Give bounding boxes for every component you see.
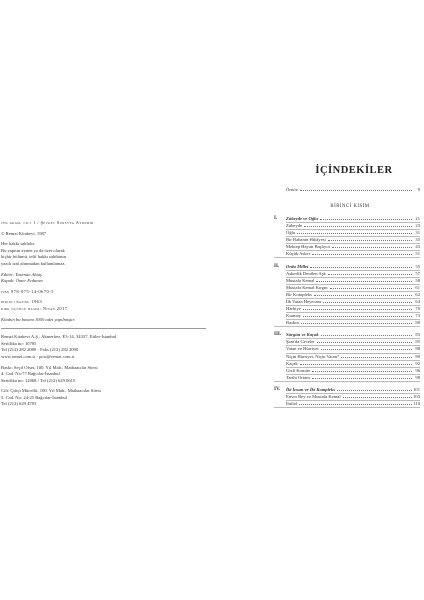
toc-entry[interactable] bbox=[286, 236, 420, 243]
toc-title: İÇİNDEKİLER bbox=[315, 165, 393, 176]
dot-leader bbox=[337, 390, 412, 391]
toc-entry[interactable] bbox=[286, 291, 420, 298]
dot-leader bbox=[341, 357, 412, 358]
toc-entry-page: 88 bbox=[415, 346, 420, 352]
toc-entry-page: 89 bbox=[415, 353, 420, 359]
toc-entry[interactable] bbox=[286, 222, 420, 229]
toc-entry-label: Vatan ve Hürriyet bbox=[286, 346, 319, 352]
toc-entry-label: Niçin Hürriyet, Niçin Vatan? bbox=[286, 353, 339, 359]
part-number: II. bbox=[274, 263, 280, 269]
toc-entry[interactable] bbox=[286, 360, 420, 367]
dot-leader bbox=[304, 226, 412, 227]
dot-leader bbox=[321, 335, 412, 336]
dot-leader bbox=[312, 254, 412, 255]
publisher-line: Sertifika no: 10705 bbox=[1, 340, 37, 346]
toc-entry-label: Mustafa Kemal Kırgın bbox=[286, 284, 328, 290]
toc-part-2[interactable] bbox=[286, 263, 420, 270]
toc-entry[interactable] bbox=[286, 277, 420, 284]
toc-entry[interactable] bbox=[286, 250, 420, 257]
cover-line: Kapak: Ömer Erduran bbox=[1, 278, 43, 284]
dot-leader bbox=[317, 342, 412, 343]
dot-leader bbox=[297, 233, 412, 234]
dot-leader bbox=[300, 364, 412, 365]
toc-entry[interactable] bbox=[286, 367, 420, 374]
rule-line bbox=[274, 381, 420, 382]
toc-entry-page: 21 bbox=[415, 216, 420, 221]
rights-line: Her hakkı saklıdır. bbox=[1, 241, 36, 247]
printer-line: Baskı: Seçil Ofset, 100. Yıl Mah., Matbaacılar Sitesi bbox=[1, 364, 98, 370]
toc-entry-page: 43 bbox=[415, 244, 420, 250]
toc-entry-page: 58 bbox=[415, 277, 420, 283]
editor-line: Editör: Yasemin Aktaş bbox=[1, 271, 42, 277]
toc-entry-page: 51 bbox=[415, 251, 420, 257]
toc-entry-page: 98 bbox=[415, 374, 420, 380]
toc-entry-label: Baskın bbox=[286, 320, 299, 325]
toc-entry-label: Gizli Komite bbox=[286, 367, 311, 373]
part-number: I. bbox=[274, 216, 278, 221]
toc-entry-label: İlk Vatan Heyecanı bbox=[286, 298, 322, 304]
print-run-line: Kitabın bu basımı 3000 adet yapılmıştır. bbox=[1, 316, 76, 322]
toc-entry-page: 35 bbox=[415, 237, 420, 243]
toc-entry[interactable] bbox=[286, 400, 420, 407]
dot-leader bbox=[312, 378, 412, 379]
toc-entry-label: Zübeyde ve Oğlu bbox=[286, 216, 318, 221]
toc-entry-label: Askerlik Denilen Aşk bbox=[286, 270, 326, 276]
toc-entry[interactable] bbox=[286, 353, 420, 360]
toc-entry-label: Ordu Millet bbox=[286, 263, 309, 269]
copyright-page bbox=[1, 220, 206, 408]
toc-entry-page: 101 bbox=[413, 387, 420, 392]
toc-entry-page: 70 bbox=[415, 305, 420, 311]
dot-leader bbox=[332, 247, 412, 248]
toc-part-4[interactable] bbox=[286, 386, 420, 393]
toc-entry-page: 61 bbox=[415, 284, 420, 290]
current-print-line: kırk üçüncü basım: Nisan 2017 bbox=[1, 305, 68, 311]
first-print-line: birinci basım: 1963 bbox=[1, 299, 43, 305]
toc-entry-label: Sürgün ve Kaçak bbox=[286, 332, 319, 338]
toc-entry[interactable] bbox=[286, 298, 420, 305]
toc-entry-label: Mektep Hayatı Başlıyor bbox=[286, 244, 331, 250]
toc-entry-page: 31 bbox=[415, 230, 420, 236]
toc-entry[interactable] bbox=[286, 319, 420, 326]
binding-line: 5. Cad. No: 24-25 Bağcılar-İstanbul bbox=[1, 394, 67, 400]
series-line: tek adam, cilt 1 / Şevket Süreyya Aydemir bbox=[1, 220, 94, 225]
dot-leader bbox=[303, 316, 412, 317]
dot-leader bbox=[312, 371, 412, 372]
dot-leader bbox=[321, 349, 412, 350]
toc-entry-label: Şam'da Geceler bbox=[286, 339, 315, 345]
rule-line bbox=[274, 326, 420, 327]
rights-line: Bu yapıtın aynen ya da özet olarak bbox=[1, 247, 65, 253]
rights-line: hiçbir bölümü, telif hakkı sahibinin bbox=[1, 254, 66, 260]
toc-entry-page: 96 bbox=[415, 367, 420, 373]
toc-entry-label: Bir Kompleks bbox=[286, 291, 312, 297]
dot-leader bbox=[328, 240, 412, 241]
toc-entry-page: 92 bbox=[415, 360, 420, 366]
printer-line: 4. Cad. No:77 Bağcılar-İstanbul bbox=[1, 371, 60, 377]
toc-entry-page: 110 bbox=[413, 401, 420, 407]
toc-entry-label: Oğlu bbox=[286, 230, 296, 236]
toc-entry-label: Enver Bey ve Mustafa Kemal bbox=[286, 394, 341, 400]
toc-entry-page: 62 bbox=[415, 291, 420, 297]
toc-entry[interactable] bbox=[286, 270, 420, 277]
dot-leader bbox=[343, 397, 412, 398]
toc-entry-label: Önsöz bbox=[286, 187, 298, 192]
toc-entry[interactable] bbox=[286, 393, 420, 400]
rule-line bbox=[274, 407, 420, 408]
toc-entry-label: Kurmay bbox=[286, 312, 302, 318]
toc-entry[interactable] bbox=[286, 374, 420, 381]
rights-line: yazılı izni alınmadan kullanılamaz. bbox=[1, 260, 66, 266]
toc-entry-page: 23 bbox=[415, 223, 420, 229]
dot-leader bbox=[330, 288, 412, 289]
binding-line: Tel (212) 629 4783 bbox=[1, 401, 37, 407]
toc-entry-page: 57 bbox=[415, 270, 420, 276]
toc-entry[interactable] bbox=[286, 312, 420, 319]
toc-part-1[interactable] bbox=[286, 215, 420, 222]
toc-entry-label: Kaçak bbox=[286, 360, 298, 366]
dot-leader bbox=[316, 281, 412, 282]
part-number: IV. bbox=[274, 387, 281, 392]
dot-leader bbox=[323, 302, 412, 303]
toc-entry-page: 9 bbox=[417, 187, 420, 192]
dot-leader bbox=[328, 274, 412, 275]
dot-leader bbox=[300, 190, 412, 191]
toc-entry[interactable] bbox=[286, 229, 420, 236]
toc-entry-label: Harbiye bbox=[286, 305, 301, 311]
copyright-notice: © Remzi Kitabevi, 1987 bbox=[1, 230, 47, 236]
toc-entry-label: Tarihi Ortam bbox=[286, 374, 310, 380]
dot-leader bbox=[310, 267, 412, 268]
dot-leader bbox=[314, 295, 412, 296]
toc-entry-label: Zübeyde bbox=[286, 223, 303, 229]
toc-entry-page: 55 bbox=[415, 263, 420, 269]
publisher-line: Remzi Kitabevi A.Ş., Akmerkez, E3-14, 34337, Etiler-İstanbul bbox=[1, 334, 117, 340]
divider bbox=[1, 328, 206, 329]
binding-line: Cilt: Çiftçi Mücellit, 100. Yıl Mah., Matbaacılar Sitesi bbox=[1, 388, 101, 394]
toc-entry-preface[interactable] bbox=[286, 186, 420, 193]
dot-leader bbox=[303, 309, 412, 310]
toc-entry[interactable] bbox=[286, 284, 420, 291]
dot-leader bbox=[320, 219, 412, 220]
isbn-line: isbn 978-975-14-0670-5 bbox=[1, 288, 54, 294]
toc-entry-page: 80 bbox=[415, 320, 420, 325]
toc-entry-label: Küçük Asker bbox=[286, 251, 311, 257]
toc-entry[interactable] bbox=[286, 305, 420, 312]
dot-leader bbox=[299, 404, 412, 405]
rule-line bbox=[274, 257, 420, 258]
toc-entry-page: 83 bbox=[415, 332, 420, 338]
part-number: III. bbox=[274, 332, 282, 338]
toc-entry-label: İhtilal bbox=[286, 401, 297, 407]
section-heading: BİRİNCİ KISIM bbox=[330, 204, 370, 209]
toc-entry-label: İki İnsan ve İki Kompleks bbox=[286, 387, 336, 392]
printer-line: Sertifika no: 12068 / Tel (212) 629 0615 bbox=[1, 377, 76, 383]
publisher-line: Tel (212) 282 2080 · Faks (212) 282 2090 bbox=[1, 347, 79, 353]
toc-entry-page: 64 bbox=[415, 298, 420, 304]
toc-entry-label: Mustafa Kemal bbox=[286, 277, 315, 283]
toc-entry[interactable] bbox=[286, 338, 420, 345]
toc-entry-page: 103 bbox=[413, 394, 420, 400]
toc-part-3[interactable] bbox=[286, 331, 420, 338]
dot-leader bbox=[301, 323, 412, 324]
publisher-line: www.remzi.com.tr · post@remzi.com.tr bbox=[1, 353, 75, 359]
toc-entry-label: Bir Babanın Hikâyesi bbox=[286, 237, 326, 243]
toc-entry-page: 85 bbox=[415, 339, 420, 345]
toc-entry[interactable] bbox=[286, 345, 420, 352]
toc-entry[interactable] bbox=[286, 243, 420, 250]
toc-entry-page: 73 bbox=[415, 312, 420, 318]
